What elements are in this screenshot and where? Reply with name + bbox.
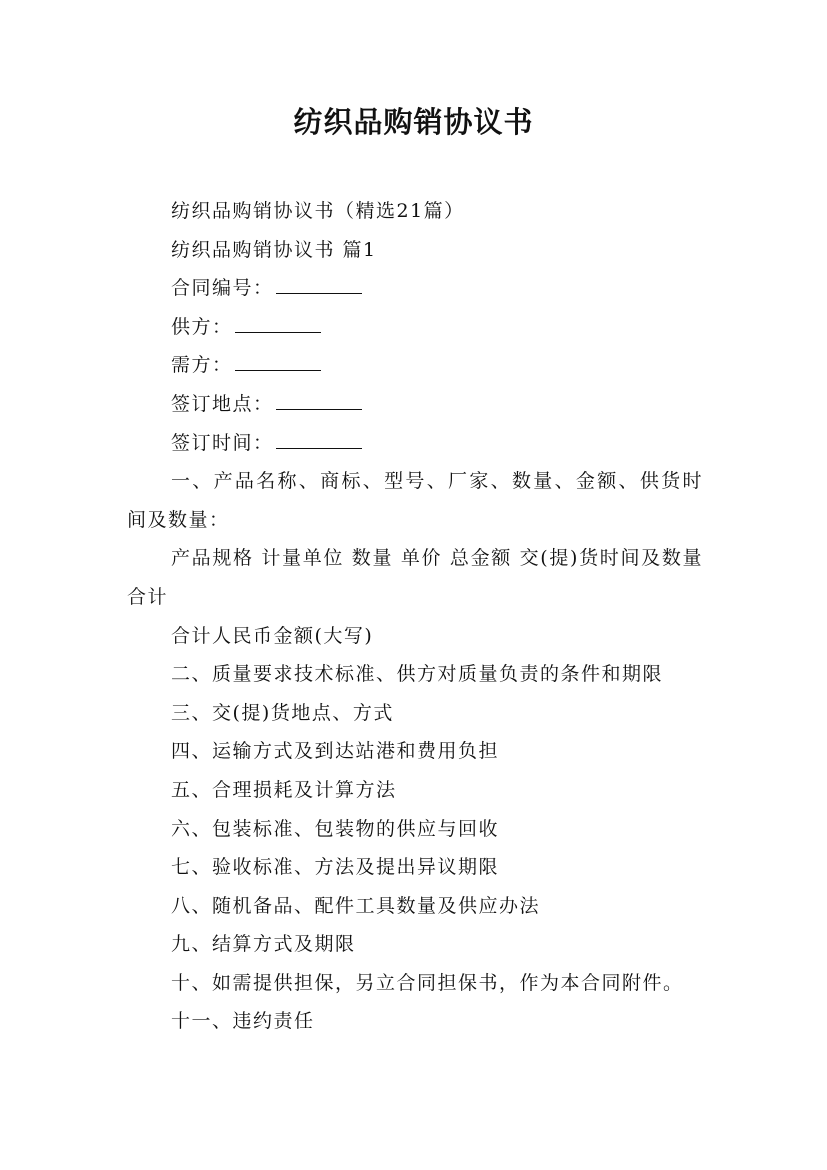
clause-9: 九、结算方式及期限: [171, 933, 356, 956]
field-buyer: [127, 346, 703, 385]
field-supplier: [127, 308, 703, 347]
clause-3: 三、交(提)货地点、方式: [171, 701, 394, 724]
clause-11: 十一、违约责任: [171, 1010, 315, 1033]
field-contract-number: [127, 269, 703, 308]
clause-4: 四、运输方式及到达站港和费用负担: [171, 740, 500, 763]
clause-7: 七、验收标准、方法及提出异议期限: [171, 856, 500, 879]
total-amount-line: 合计人民币金额(大写): [171, 624, 374, 647]
paragraph-subtitle: 纺织品购销协议书（精选21篇）: [171, 200, 465, 222]
document-body: [127, 192, 703, 1041]
blank-line: [235, 348, 321, 371]
blank-line: [276, 387, 362, 410]
document-title: 纺织品购销协议书: [293, 105, 534, 139]
clause-10: 十、如需提供担保，另立合同担保书，作为本合同附件。: [171, 971, 684, 994]
paragraph-section-heading: 纺织品购销协议书 篇1: [171, 238, 377, 261]
clause-2: 二、质量要求技术标准、供方对质量负责的条件和期限: [171, 663, 664, 686]
field-signing-time: [127, 424, 703, 463]
clause-1: 一、产品名称、商标、型号、厂家、数量、金额、供货时间及数量：: [127, 470, 703, 531]
clause-6: 六、包装标准、包装物的供应与回收: [171, 817, 500, 840]
field-label: 签订时间：: [171, 431, 274, 454]
table-header-line: 产品规格 计量单位 数量 单价 总金额 交(提)货时间及数量合计: [127, 547, 703, 608]
field-label: 供方：: [171, 315, 233, 338]
blank-line: [235, 310, 321, 333]
clause-5: 五、合理损耗及计算方法: [171, 778, 397, 801]
field-label: 签订地点：: [171, 392, 274, 415]
field-signing-place: [127, 385, 703, 424]
blank-line: [276, 426, 362, 449]
blank-line: [276, 271, 362, 294]
clause-8: 八、随机备品、配件工具数量及供应办法: [171, 894, 541, 917]
field-label: 需方：: [171, 354, 233, 377]
field-label: 合同编号：: [171, 277, 274, 300]
